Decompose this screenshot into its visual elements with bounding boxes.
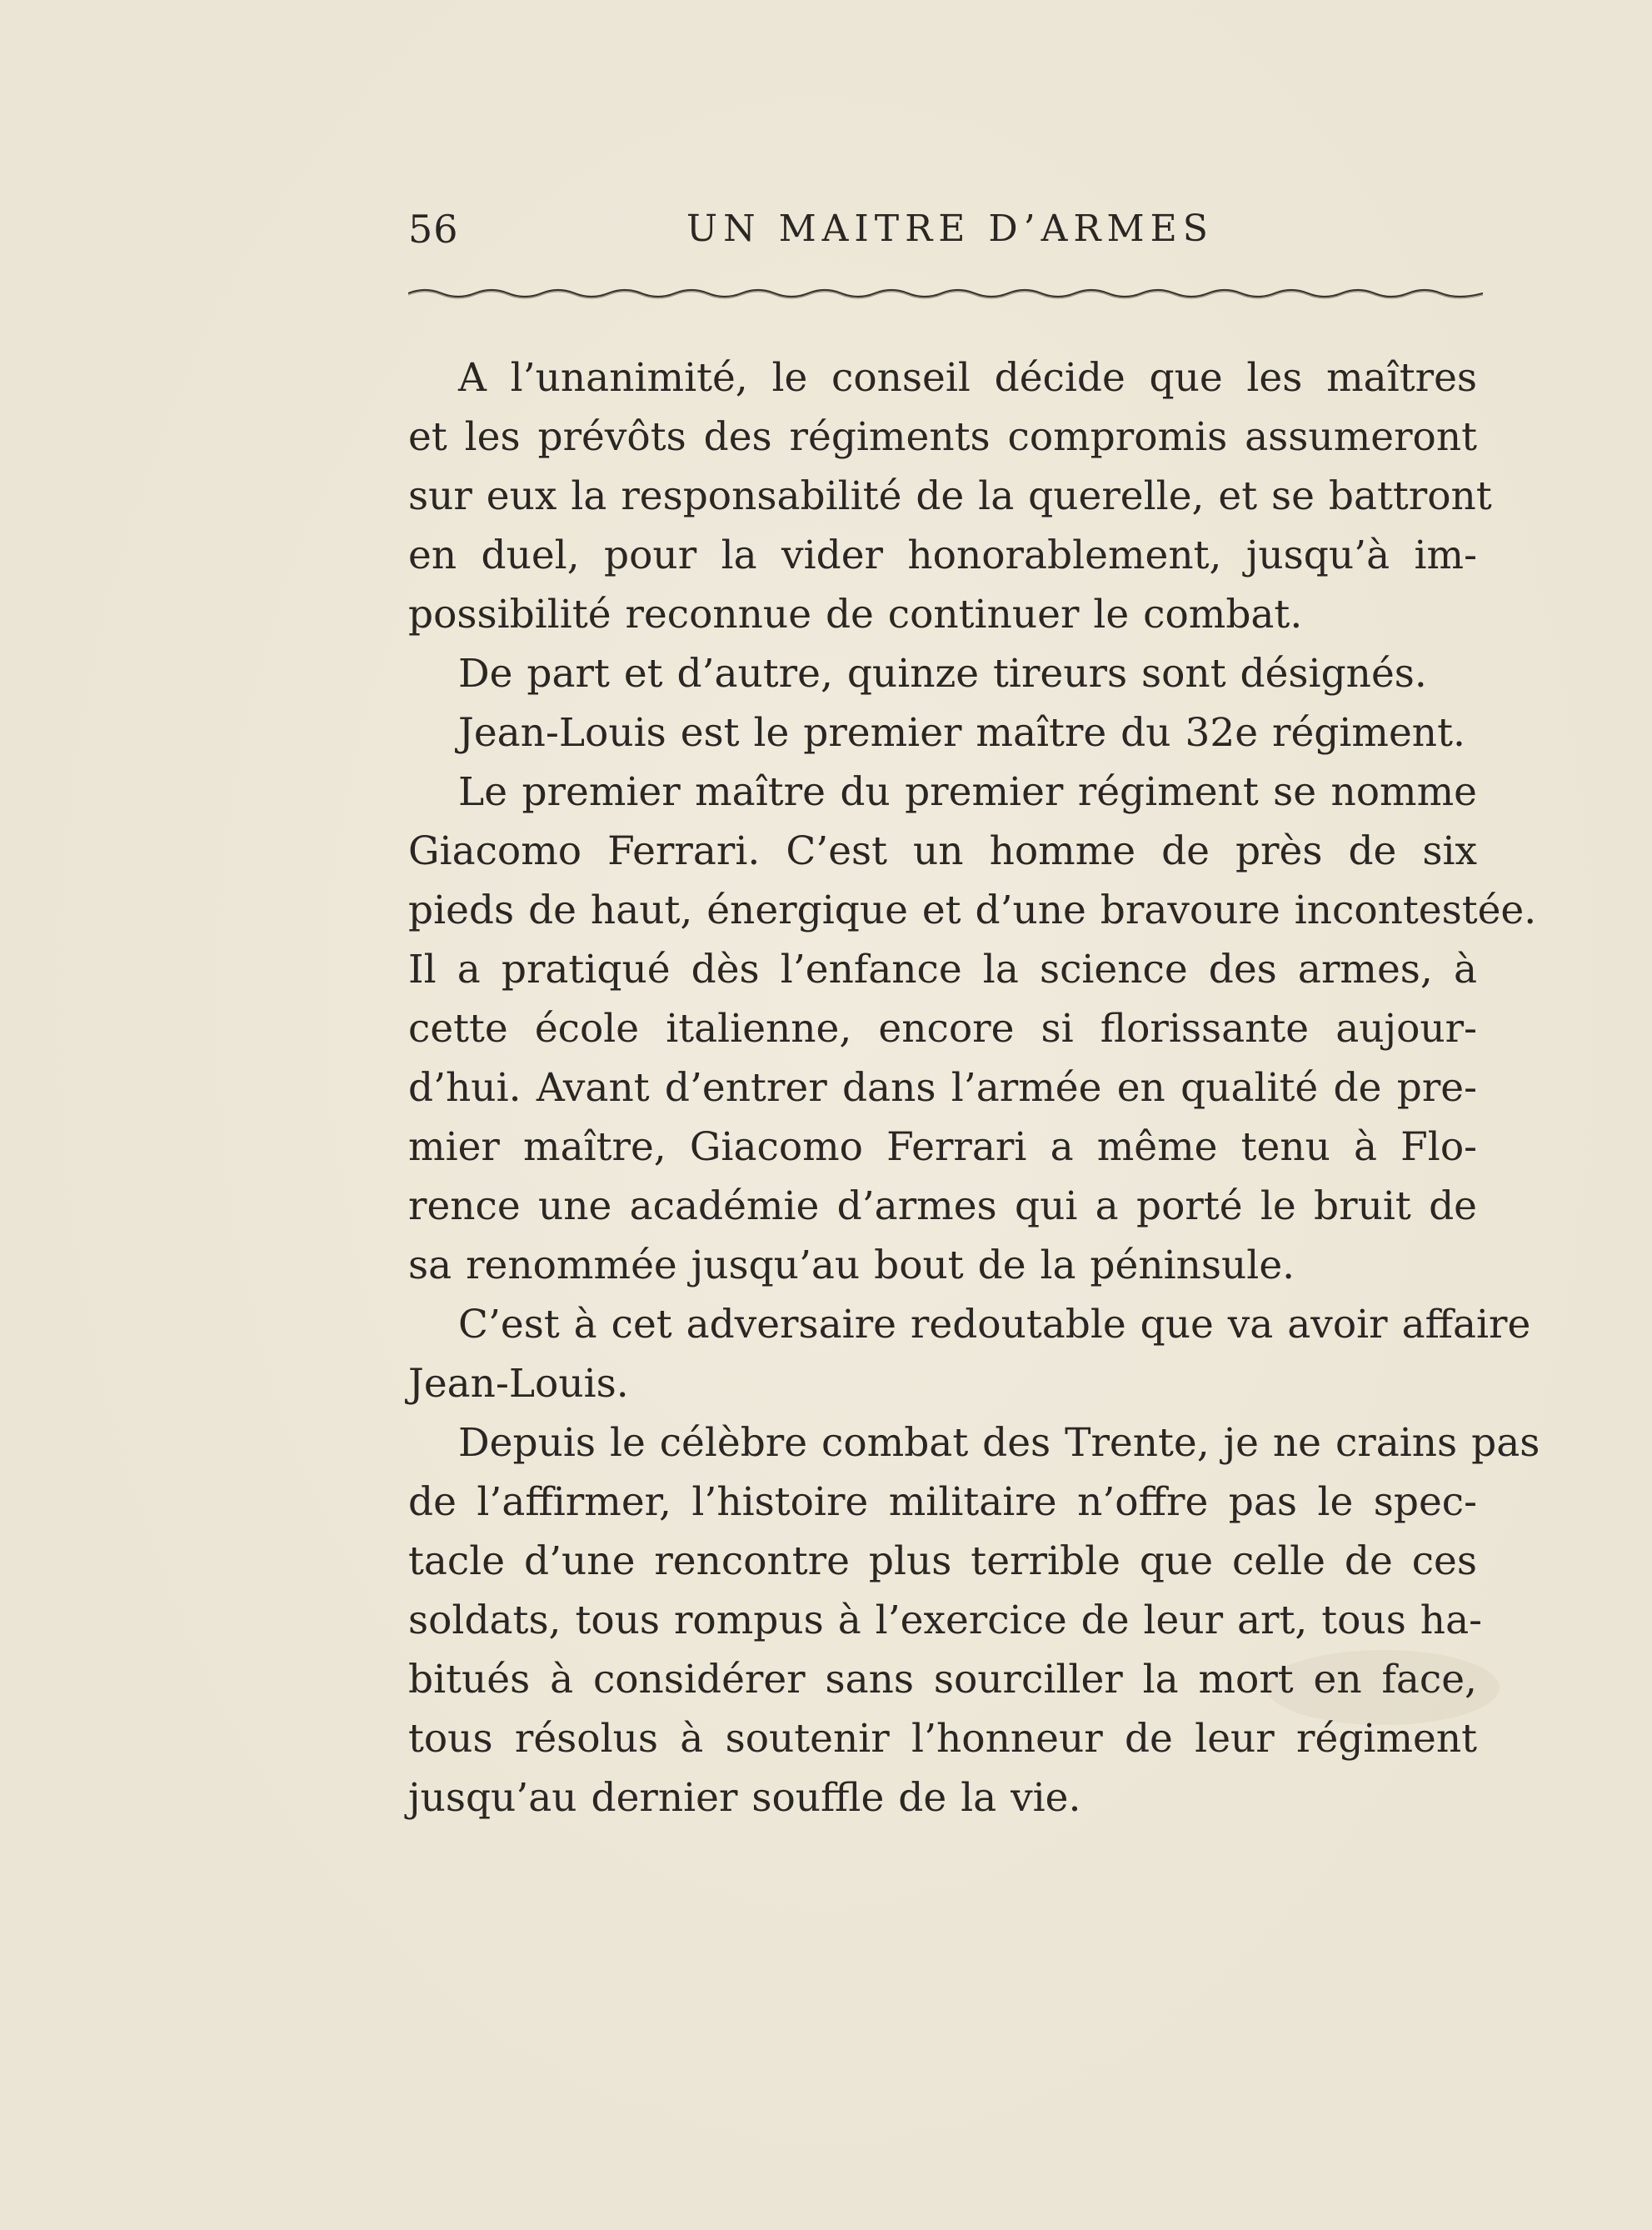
text-line: A l’unanimité, le conseil décide que les maîtres bbox=[458, 355, 1477, 401]
paragraph bbox=[408, 348, 1492, 644]
text-line: tous résolus à soutenir l’honneur de leur régiment bbox=[408, 1716, 1477, 1762]
paragraph bbox=[408, 762, 1537, 1295]
text-line: pieds de haut, énergique et d’une bravoure incontestée. bbox=[408, 888, 1537, 933]
paragraph bbox=[408, 703, 1477, 762]
text-line: cette école italienne, encore si florissante aujour- bbox=[408, 1006, 1477, 1052]
text-line: tacle d’une rencontre plus terrible que celle de ces bbox=[408, 1538, 1477, 1584]
text-line: Depuis le célèbre combat des Trente, je ne crains pas bbox=[458, 1420, 1540, 1466]
paragraph bbox=[408, 1295, 1531, 1413]
running-title: UN MAITRE D’ARMES bbox=[686, 208, 1214, 250]
text-line: rence une académie d’armes qui a porté le bruit de bbox=[408, 1183, 1477, 1229]
text-line: jusqu’au dernier souffle de la vie. bbox=[408, 1775, 1081, 1821]
header-wavy-rule bbox=[408, 283, 1483, 303]
body-text bbox=[408, 348, 1540, 1828]
text-line: en duel, pour la vider honorablement, jusqu’à im- bbox=[408, 532, 1477, 578]
text-line: Le premier maître du premier régiment se nomme bbox=[458, 769, 1477, 815]
text-line: sa renommée jusqu’au bout de la péninsule. bbox=[408, 1242, 1295, 1288]
text-line: d’hui. Avant d’entrer dans l’armée en qualité de pre- bbox=[408, 1065, 1477, 1111]
text-line: de l’affirmer, l’histoire militaire n’offre pas le spec- bbox=[408, 1479, 1477, 1525]
page-number: 56 bbox=[408, 207, 459, 252]
paragraph bbox=[408, 644, 1477, 703]
text-line: C’est à cet adversaire redoutable que va avoir affaire bbox=[458, 1302, 1531, 1348]
text-line: Giacomo Ferrari. C’est un homme de près de six bbox=[408, 828, 1477, 874]
text-line: De part et d’autre, quinze tireurs sont désignés. bbox=[458, 651, 1427, 697]
text-line: bitués à considérer sans sourciller la mort en face, bbox=[408, 1657, 1477, 1702]
text-line: mier maître, Giacomo Ferrari a même tenu à Flo- bbox=[408, 1124, 1477, 1170]
paragraph bbox=[408, 1413, 1540, 1828]
text-line: Il a pratiqué dès l’enfance la science des armes, à bbox=[408, 947, 1477, 992]
text-line: possibilité reconnue de continuer le combat. bbox=[408, 592, 1303, 638]
running-header bbox=[408, 204, 1483, 262]
text-line: Jean-Louis. bbox=[408, 1361, 629, 1407]
text-line: sur eux la responsabilité de la querelle, et se battront bbox=[408, 473, 1492, 519]
text-line: soldats, tous rompus à l’exercice de leur art, tous ha- bbox=[408, 1598, 1482, 1643]
text-line: et les prévôts des régiments compromis assumeront bbox=[408, 414, 1477, 460]
text-line: Jean-Louis est le premier maître du 32e régiment. bbox=[458, 710, 1465, 756]
